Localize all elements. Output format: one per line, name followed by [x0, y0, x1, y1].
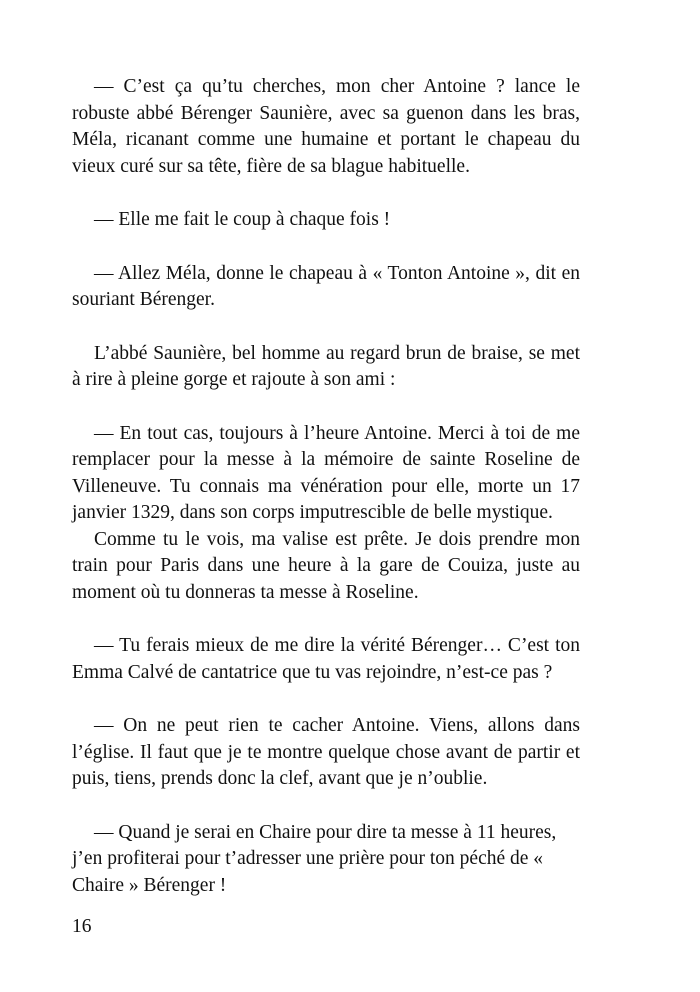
paragraph-3: — Allez Méla, donne le chapeau à « Tonton Antoine », dit en souriant Bérenger. [72, 262, 580, 310]
paragraph-1: — C’est ça qu’tu cherches, mon cher Antoine ? lance le robuste abbé Bérenger Saunière, avec sa guenon dans les bras, Méla, ricanant comme une humaine et portant le chapeau du vieux curé sur sa tête, fière de sa blague habituelle. [72, 76, 580, 177]
page-body [72, 74, 580, 899]
paragraph-5: — En tout cas, toujours à l’heure Antoine. Merci à toi de me remplacer pour la messe à la mémoire de sainte Roseline de Villeneuve. Tu connais ma vénération pour elle, morte un 17 janvier 1329, dans son corps imputrescible de belle mystique. [72, 422, 580, 523]
paragraph-8: — On ne peut rien te cacher Antoine. Viens, allons dans l’église. Il faut que je te montre quelque chose avant de partir et puis, tiens, prends donc la clef, avant que je n’oublie. [72, 715, 580, 789]
page-number: 16 [72, 916, 92, 937]
paragraph-9: — Quand je serai en Chaire pour dire ta messe à 11 heures, j’en profiterai pour t’adresser une prière pour ton péché de « Chaire » Bérenger ! [72, 821, 557, 896]
paragraph-7: — Tu ferais mieux de me dire la vérité Bérenger… C’est ton Emma Calvé de cantatrice que tu vas rejoindre, n’est-ce pas ? [72, 635, 580, 683]
paragraph-6: Comme tu le vois, ma valise est prête. Je dois prendre mon train pour Paris dans une heure à la gare de Couiza, juste au moment où tu donneras ta messe à Roseline. [72, 528, 580, 603]
paragraph-2: — Elle me fait le coup à chaque fois ! [94, 209, 391, 230]
paragraph-4: L’abbé Saunière, bel homme au regard brun de braise, se met à rire à pleine gorge et rajoute à son ami : [72, 342, 580, 390]
